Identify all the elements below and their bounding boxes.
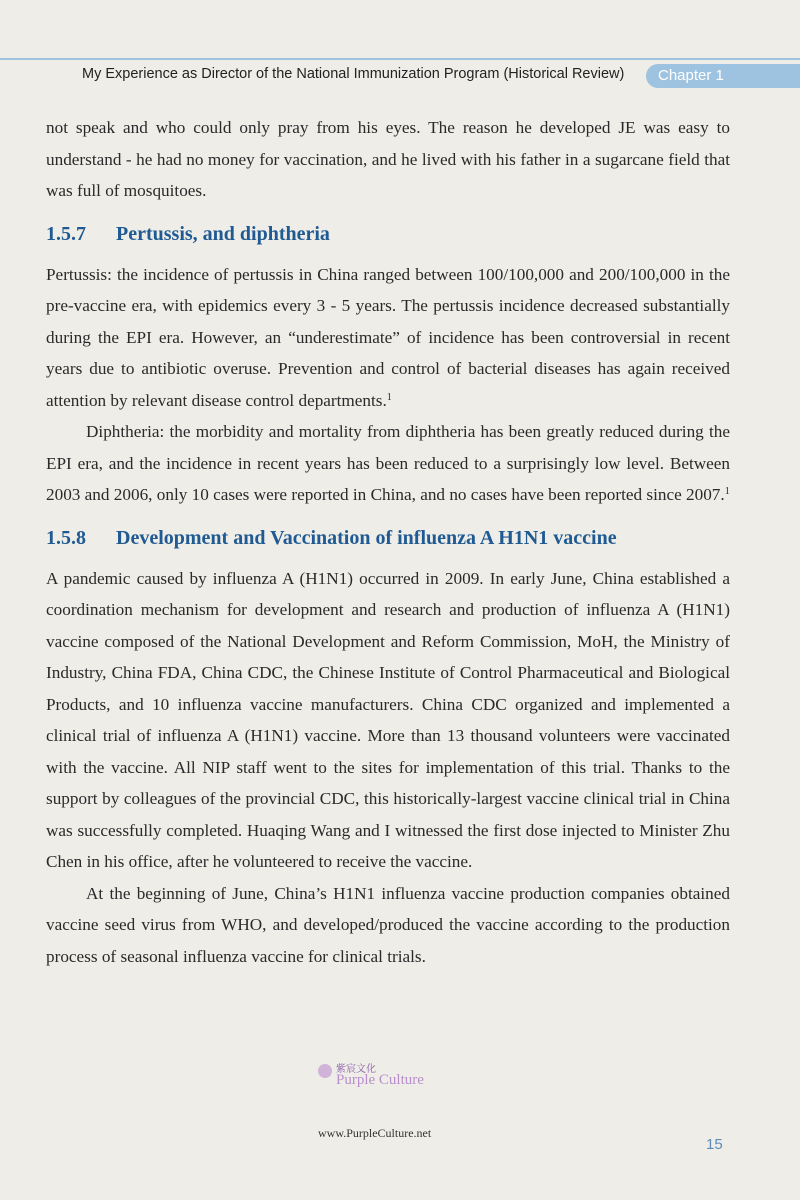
- paragraph-h1n1-2: At the beginning of June, China’s H1N1 influenza vaccine production companies obtained vaccine seed virus from WHO, and developed/produced the vaccine according to the production process of seasonal influenza vaccine for clinical trials.: [46, 883, 730, 966]
- watermark-logo-icon: [318, 1064, 332, 1078]
- section-title: Pertussis, and diphtheria: [116, 222, 330, 245]
- section-heading-1-5-8: [46, 523, 730, 553]
- paragraph-h1n1-1: A pandemic caused by influenza A (H1N1) occurred in 2009. In early June, China established a coordination mechanism for development and research and production of influenza A (H1N1) vaccine composed of the National Development and Reform Commission, MoH, the Ministry of Industry, China FDA, China CDC, the Chinese Institute of Control Pharmaceutical and Biological Products, and 10 influenza vaccine manufacturers. China CDC organized and implemented a clinical trial of influenza A (H1N1) vaccine. More than 13 thousand volunteers were vaccinated with the vaccine. All NIP staff went to the sites for implementation of this trial. Thanks to the support by colleagues of the provincial CDC, this historically-largest vaccine clinical trial in China was successfully completed. Huaqing Wang and I witnessed the first dose injected to Minister Zhu Chen in his office, after he volunteered to receive the vaccine.: [46, 568, 730, 871]
- watermark-brand: Purple Culture: [336, 1072, 424, 1088]
- footnote-ref: 1: [724, 486, 730, 497]
- watermark-brand-cn: 紫宸文化: [336, 1064, 376, 1075]
- watermark-url: www.PurpleCulture.net: [318, 1126, 432, 1140]
- paragraph-intro: not speak and who could only pray from his eyes. The reason he developed JE was easy to understand - he had no money for vaccination, and he lived with his father in a sugarcane field that was full of mosquitoes.: [46, 118, 730, 200]
- paragraph-pertussis: [46, 259, 730, 417]
- section-heading-1-5-7: [46, 219, 730, 249]
- page-body: [46, 112, 730, 972]
- page-number: 15: [706, 1136, 723, 1153]
- chapter-tab: Chapter 1: [646, 64, 800, 88]
- section-title: Development and Vaccination of influenza A H1N1 vaccine: [116, 526, 617, 549]
- header-rule: [0, 58, 800, 60]
- footnote-ref: 1: [386, 391, 392, 403]
- paragraph-diphtheria: [46, 416, 730, 511]
- watermark: [318, 1060, 488, 1140]
- section-number: 1.5.8: [46, 526, 86, 549]
- paragraph-text: Diphtheria: the morbidity and mortality from diphtheria has been greatly reduced during the EPI era, and the incidence in recent years has been reduced to a surprisingly low level. Between 2003 and 2006, only 10 cases were reported in China, and no cases have been reported since 2007.: [46, 422, 730, 504]
- paragraph-text: Pertussis: the incidence of pertussis in China ranged between 100/100,000 and 200/100,000 in the pre-vaccine era, with epidemics every 3 - 5 years. The pertussis incidence decreased substantially during the EPI era. However, an “underestimate” of incidence has been controversial in recent years due to antibiotic overuse. Prevention and control of bacterial diseases has again received attention by relevant disease control departments.: [46, 264, 730, 410]
- section-number: 1.5.7: [46, 222, 86, 245]
- running-head: My Experience as Director of the National Immunization Program (Historical Review): [82, 66, 625, 82]
